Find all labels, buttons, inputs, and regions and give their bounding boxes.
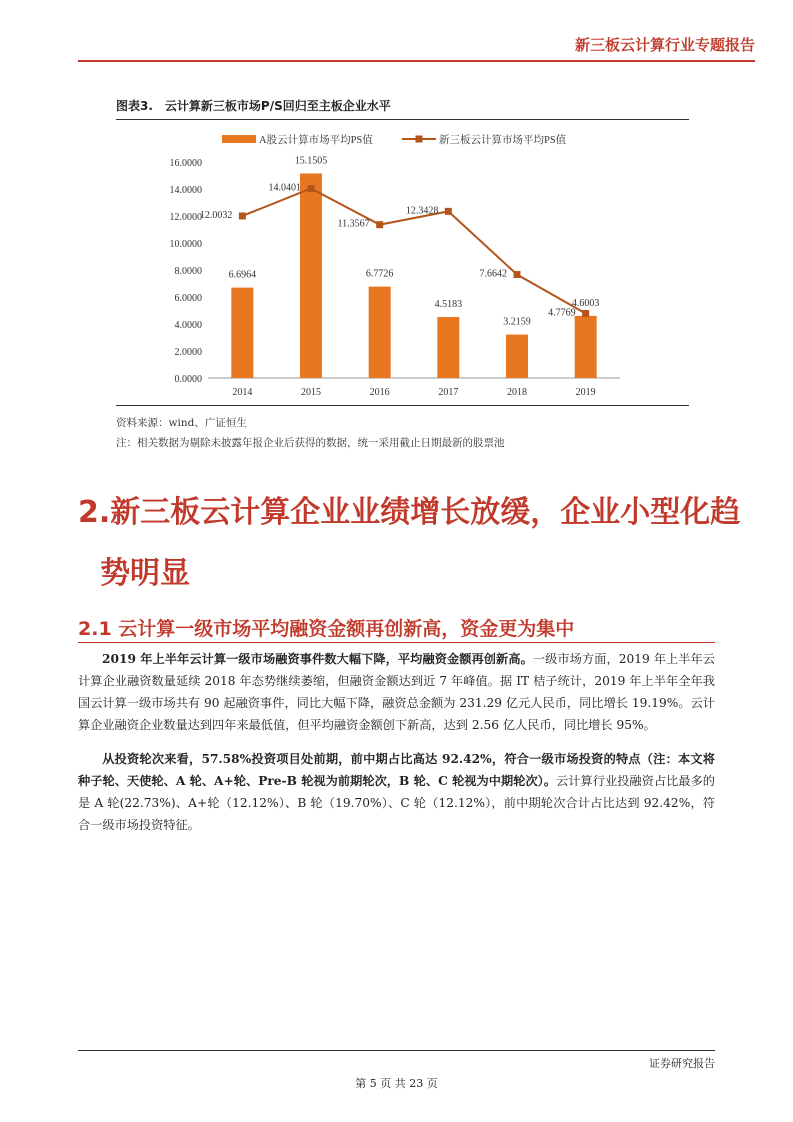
x-tick-label: 2017	[438, 387, 459, 398]
bar-2015	[300, 173, 322, 378]
figure-bottom-rule	[116, 405, 689, 406]
bar-value-label: 4.5183	[434, 299, 463, 311]
y-tick-label: 12.0000	[169, 212, 202, 223]
legend-line-marker	[416, 136, 423, 143]
header-divider	[78, 60, 755, 62]
y-tick-label: 14.0000	[169, 185, 202, 196]
footer-label: 证券研究报告	[649, 1057, 715, 1070]
y-tick-label: 0.0000	[174, 374, 202, 385]
line-point-2016	[376, 221, 383, 228]
line-value-label: 12.3428	[405, 205, 439, 217]
bar-value-label: 4.6003	[571, 297, 600, 309]
paragraph-2-body: 云计算行业投融资占比最多的是 A 轮(22.73%)、A+轮（12.12%）、B 轮（19.70%）、C 轮（12.12%），前中期轮次合计占比达到 92.42%，符合一级市场投资特征。	[78, 774, 715, 832]
x-tick-label: 2015	[301, 387, 321, 398]
y-tick-label: 8.0000	[174, 266, 202, 277]
line-value-label: 14.0401	[268, 182, 301, 194]
report-header-title: 新三板云计算行业专题报告	[574, 36, 755, 54]
bar-2018	[506, 335, 528, 378]
y-tick-label: 2.0000	[174, 347, 202, 358]
subsection-heading: 2.1 云计算一级市场平均融资金额再创新高，资金更为集中	[78, 618, 575, 640]
legend-line-label: 新三板云计算市场平均PS值	[439, 135, 567, 146]
paragraph-1-body: 一级市场方面，2019 年上半年云计算企业融资数量延续 2018 年态势继续萎缩，但融资金额达到近 7 年峰值。据 IT 桔子统计，2019 年上半年全年我国云计算一级市场共有 90 起融资事件，同比大幅下降，融资总金额为 231.29 亿元人民币，同比增长 19.19%。云计算企业融资企业数量达到四年来最低值，但平均融资金额创下新高，达到 2.56 亿人民币，同比增长 95%。	[78, 652, 715, 732]
line-value-label: 11.3567	[337, 218, 370, 230]
figure-caption	[116, 97, 391, 114]
line-point-2018	[514, 271, 521, 278]
bar-value-label: 15.1505	[294, 155, 328, 167]
ps-chart	[116, 121, 689, 403]
legend-bar-swatch	[222, 135, 256, 143]
x-tick-label: 2016	[369, 387, 390, 398]
subsection-divider	[78, 642, 715, 643]
x-tick-label: 2014	[232, 387, 253, 398]
figure-title: 云计算新三板市场P/S回归至主板企业水平	[164, 99, 391, 113]
line-point-2014	[239, 212, 246, 219]
line-point-2017	[445, 208, 452, 215]
bar-value-label: 3.2159	[503, 316, 531, 328]
section-heading-line2: 势明显	[100, 556, 190, 591]
paragraph-2	[78, 748, 715, 836]
bar-2014	[231, 288, 253, 378]
line-value-label: 7.6642	[479, 268, 507, 280]
bar-value-label: 6.6964	[228, 269, 257, 281]
bar-2017	[437, 317, 459, 378]
line-value-label: 12.0032	[199, 209, 233, 221]
figure-number: 图表3.	[116, 99, 153, 113]
figure-note: 注：相关数据为剔除未披露年报企业后获得的数据，统一采用截止日期最新的股票池	[116, 437, 505, 449]
figure-source: 资料来源：wind、广证恒生	[116, 417, 247, 429]
x-tick-label: 2018	[507, 387, 527, 398]
footer-divider	[78, 1050, 715, 1051]
y-tick-label: 4.0000	[174, 320, 202, 331]
line-point-2019	[582, 310, 589, 317]
figure-top-rule	[116, 119, 689, 120]
paragraph-1-lead: 2019 年上半年云计算一级市场融资事件数大幅下降，平均融资金额再创新高。	[102, 652, 533, 666]
y-tick-label: 10.0000	[169, 239, 202, 250]
paragraph-2-lead: 从投资轮次来看，57.58%投资项目处前期，前中期占比高达 92.42%，符合一级市场投资的特点（注：本文将种子轮、天使轮、A 轮、A+轮、Pre-B 轮视为前期轮次，B 轮、C 轮视为中期轮次）。	[78, 752, 715, 788]
page-number: 第 5 页 共 23 页	[355, 1077, 438, 1090]
y-tick-label: 16.0000	[169, 158, 202, 169]
bar-2016	[369, 287, 391, 378]
section-heading-line1: 2.新三板云计算企业业绩增长放缓，企业小型化趋	[78, 495, 741, 530]
line-point-2015	[308, 185, 315, 192]
bar-value-label: 6.7726	[365, 268, 394, 280]
paragraph-1	[78, 648, 715, 736]
legend-bar-label: A股云计算市场平均PS值	[259, 135, 373, 146]
bar-2019	[575, 316, 597, 378]
x-tick-label: 2019	[575, 387, 596, 398]
line-value-label: 4.7769	[548, 307, 576, 319]
y-tick-label: 6.0000	[174, 293, 202, 304]
